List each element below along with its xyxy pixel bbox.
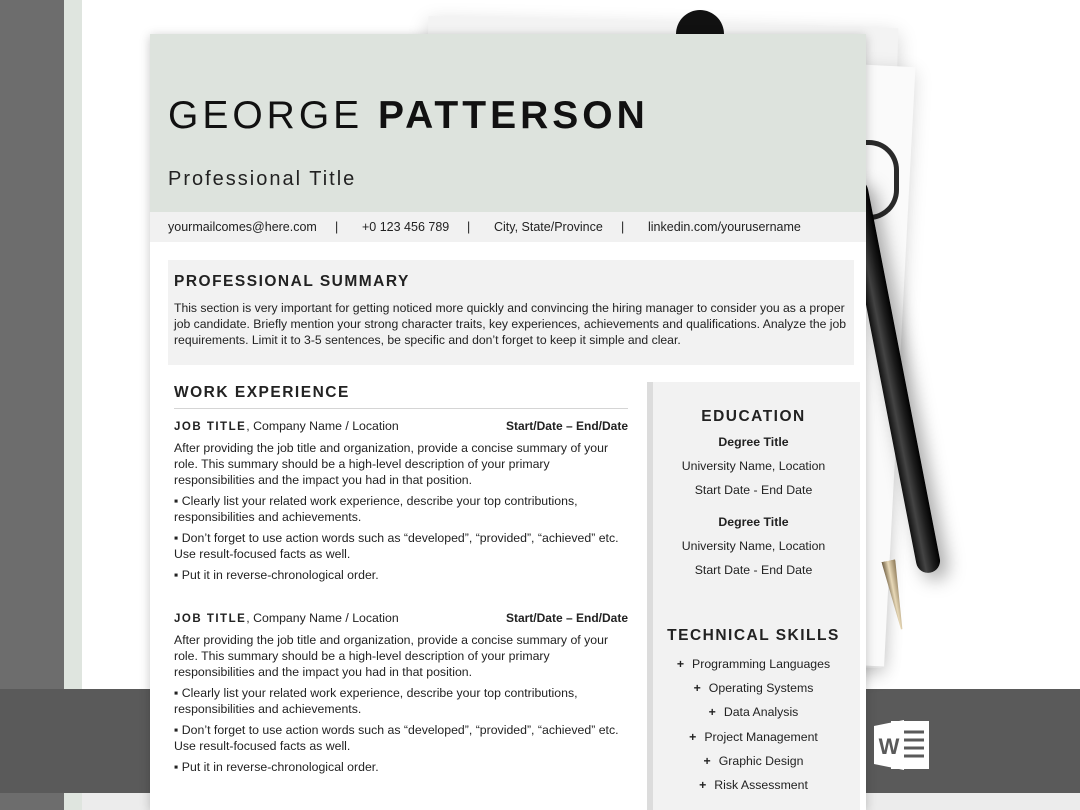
plus-icon: + [689, 729, 697, 744]
degree-title: Degree Title [718, 435, 789, 449]
skill-item: + Graphic Design [703, 753, 804, 768]
skill-item: + Project Management [689, 729, 818, 744]
job-bullet: ▪ Put it in reverse-chronological order. [174, 568, 379, 582]
candidate-name [168, 94, 649, 138]
plus-icon: + [699, 778, 707, 793]
last-name: PATTERSON [378, 94, 649, 137]
education-entry [653, 510, 854, 582]
summary-heading: PROFESSIONAL SUMMARY [174, 273, 410, 290]
job-summary: After providing the job title and organization, provide a concise summary of your role. This summary should be a high-level description of your primary responsibilities and the impact you had in that position. [174, 633, 609, 679]
skill-item: + Data Analysis [708, 705, 799, 720]
first-name: GEORGE [168, 94, 364, 137]
job-title: JOB TITLE [174, 421, 247, 433]
job-company: , Company Name / Location [246, 611, 399, 625]
job-dates: Start/Date – End/Date [505, 611, 628, 625]
contact-separator: | [467, 220, 471, 234]
job-summary: After providing the job title and organization, provide a concise summary of your role. This summary should be a high-level description of your primary responsibilities and the impact you had in that position. [174, 441, 609, 487]
professional-title: Professional Title [168, 168, 357, 190]
university-name: University Name, Location [681, 459, 826, 473]
summary-section [168, 260, 854, 365]
job-entry [174, 417, 628, 583]
degree-title: Degree Title [718, 515, 789, 529]
contact-email: yourmailcomes@here.com [168, 220, 317, 234]
education-dates: Start Date - End Date [694, 483, 813, 497]
resume-page [150, 34, 866, 810]
contact-separator: | [335, 220, 339, 234]
skill-item: + Risk Assessment [699, 778, 808, 793]
summary-text: This section is very important for getting noticed more quickly and convincing the hiring manager to consider you as a proper job candidate. Briefly mention your strong character traits, key experiences, achievements and qualifications. Analyze the job requirements. Limit it to 3-5 sentences, be specific and don’t forget to keep it simple and clear. [174, 301, 847, 347]
plus-icon: + [676, 657, 685, 671]
resume-header [150, 34, 866, 212]
plus-icon: + [708, 705, 716, 720]
job-bullet: ▪ Put it in reverse-chronological order. [174, 760, 379, 774]
job-header [174, 417, 628, 435]
technical-skills-heading: TECHNICAL SKILLS [667, 627, 840, 644]
contact-bar [150, 212, 866, 242]
job-dates: Start/Date – End/Date [505, 419, 628, 433]
job-bullet: ▪ Don’t forget to use action words such as “developed”, “provided”, “achieved” etc. Use result-focused facts as well. [174, 531, 619, 561]
job-title: JOB TITLE [174, 613, 247, 625]
education-heading: EDUCATION [701, 408, 806, 425]
job-company: , Company Name / Location [246, 419, 399, 433]
skill-item: + Programming Languages [676, 657, 831, 671]
plus-icon: + [703, 753, 711, 768]
skill-item: + Operating Systems [693, 681, 814, 696]
contact-separator: | [621, 220, 625, 234]
plus-icon: + [693, 681, 701, 696]
contact-linkedin: linkedin.com/yourusername [648, 220, 801, 234]
work-heading: WORK EXPERIENCE [174, 384, 628, 409]
job-entry [174, 609, 628, 775]
university-name: University Name, Location [681, 539, 826, 553]
contact-phone: +0 123 456 789 [362, 220, 450, 234]
education-dates: Start Date - End Date [694, 563, 813, 577]
sidebar [647, 382, 860, 810]
job-bullet: ▪ Clearly list your related work experience, describe your top contributions, responsibilities and achievements. [174, 494, 578, 524]
job-bullet: ▪ Don’t forget to use action words such as “developed”, “provided”, “achieved” etc. Use result-focused facts as well. [174, 723, 619, 753]
job-bullet: ▪ Clearly list your related work experience, describe your top contributions, responsibilities and achievements. [174, 686, 578, 716]
skills-list [653, 652, 854, 797]
svg-text:W: W [878, 734, 900, 759]
microsoft-word-icon [872, 716, 930, 774]
work-experience-section [174, 384, 628, 775]
contact-location: City, State/Province [494, 220, 603, 234]
job-header [174, 609, 628, 627]
education-entry [653, 430, 854, 502]
